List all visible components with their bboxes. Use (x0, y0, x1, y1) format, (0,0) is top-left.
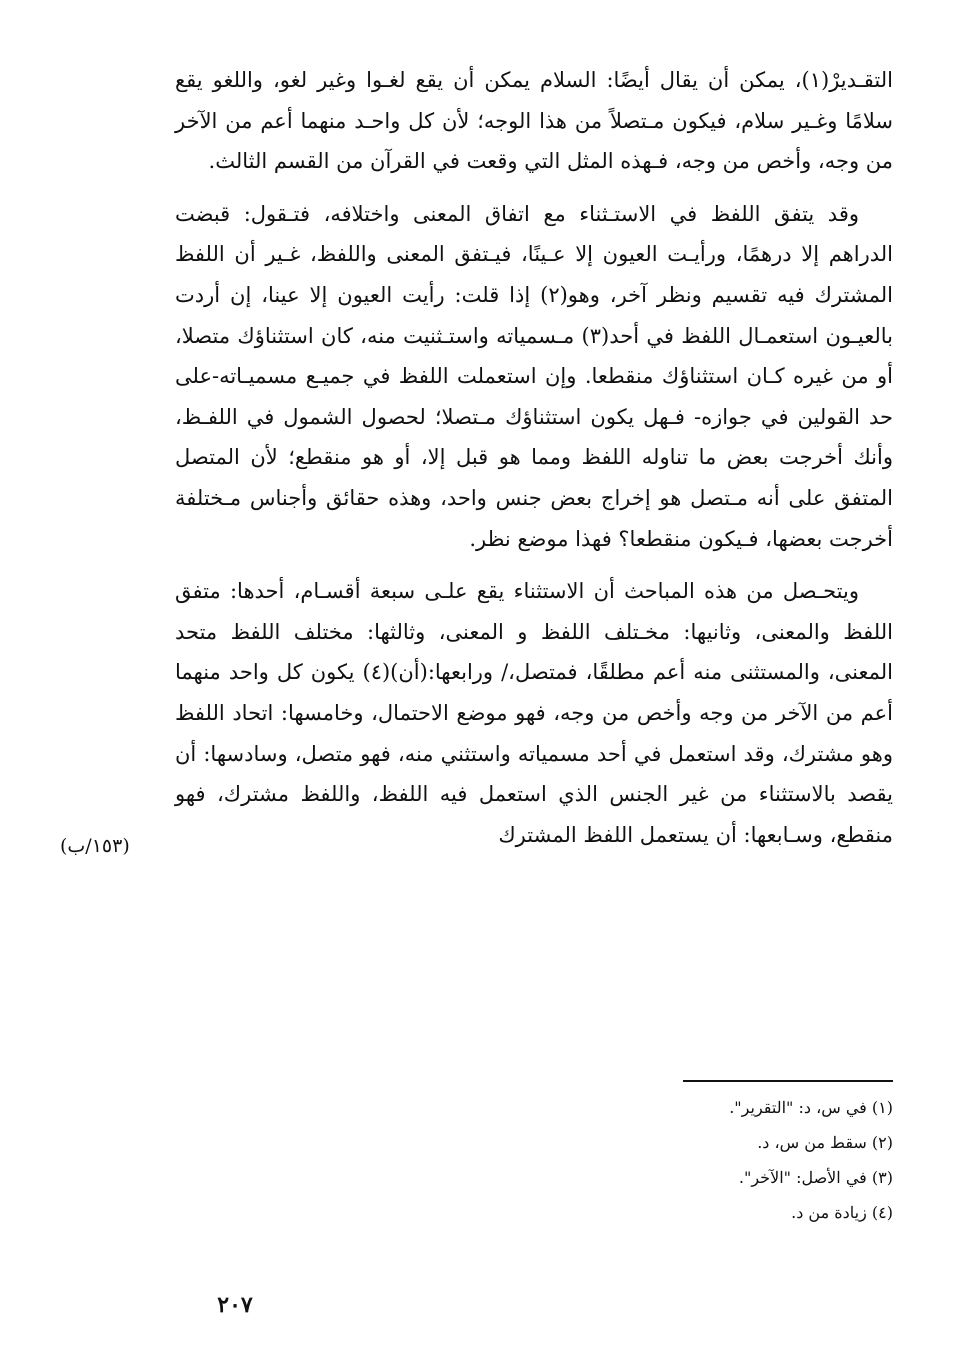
footnote-divider (683, 1080, 893, 1082)
footnote-3: (٣) في الأصل: "الآخر". (738, 1168, 893, 1187)
footnote-4: (٤) زيادة من د. (791, 1203, 893, 1222)
footnote-1: (١) في س، د: "التقرير". (729, 1098, 893, 1117)
page-number: ٢٠٧ (217, 1292, 253, 1318)
paragraph-1: التقـديرْ(١)، يمكن أن يقال أيضًا: السلام يمكن أن يقع لغـوا وغير لغو، واللغو يقع سلامًا وغـير سلام، فيكون مـتصلاً من هذا الوجه؛ لأن كل واحـد منهما أعم من الآخر من وجه، وأخص من وجه، فـهذه المثل التي وقعت في القرآن من القسم الثالث. (175, 68, 893, 174)
manuscript-folio-marker: (١٥٣/ب) (60, 835, 130, 857)
paragraph-2: وقد يتفق اللفظ في الاستـثناء مع اتفاق المعنى واختلافه، فتـقول: قبضت الدراهم إلا درهمًا، ورأيـت العيون إلا عـينًا، فيـتفق المعنى واللفظ، غـير أن اللفظ المشترك فيه تقسيم ونظر آخر، وهو(٢) إذا قلت: رأيت العيون إلا عينا، إن أردت بالعيـون استعمـال اللفظ في أحد(٣) مـسمياته واستـثنيت منه، كان استثناؤك متصلا، أو من غيره كـان استثناؤك منقطعا. وإن استعملت اللفظ في جميـع مسميـاته-على حد القولين في جوازه- فـهل يكون استثناؤك مـتصلا؛ لحصول الشمول في اللفـظ، وأنك أخرجت بعض ما تناوله اللفظ ومما هو قبل إلا، أو هو منقطع؛ لأن المتصل المتفق على أنه مـتصل هو إخراج بعض جنس واحد، وهذه حقائق وأجناس مـختلفة أخرجت بعضها، فـيكون منقطعا؟ فهذا موضع نظر. (175, 201, 893, 551)
main-text (175, 60, 893, 855)
paragraph-3: ويتحـصل من هذه المباحث أن الاستثناء يقع علـى سبعة أقسـام، أحدها: متفق اللفظ والمعنى، وثانيها: مخـتلف اللفظ و المعنى، وثالثها: مختلف اللفظ متحد المعنى، والمستثنى منه أعم مطلقًا، فمتصل،/ ورابعها:(أن)(٤) يكون كل واحد منهما أعم من الآخر من وجه وأخص من وجه، فهو موضع الاحتمال، وخامسها: اتحاد اللفظ وهو مشترك، وقد استعمل في أحد مسمياته واستثني منه، فهو متصل، وسادسها: أن يقصد بالاستثناء من غير الجنس الذي استعمل فيه اللفظ، واللفظ مشترك، فهو منقطع، وسـابعها: أن يستعمل اللفظ المشترك (175, 579, 893, 847)
footnote-2: (٢) سقط من س، د. (757, 1133, 893, 1152)
footnotes (473, 1090, 893, 1230)
